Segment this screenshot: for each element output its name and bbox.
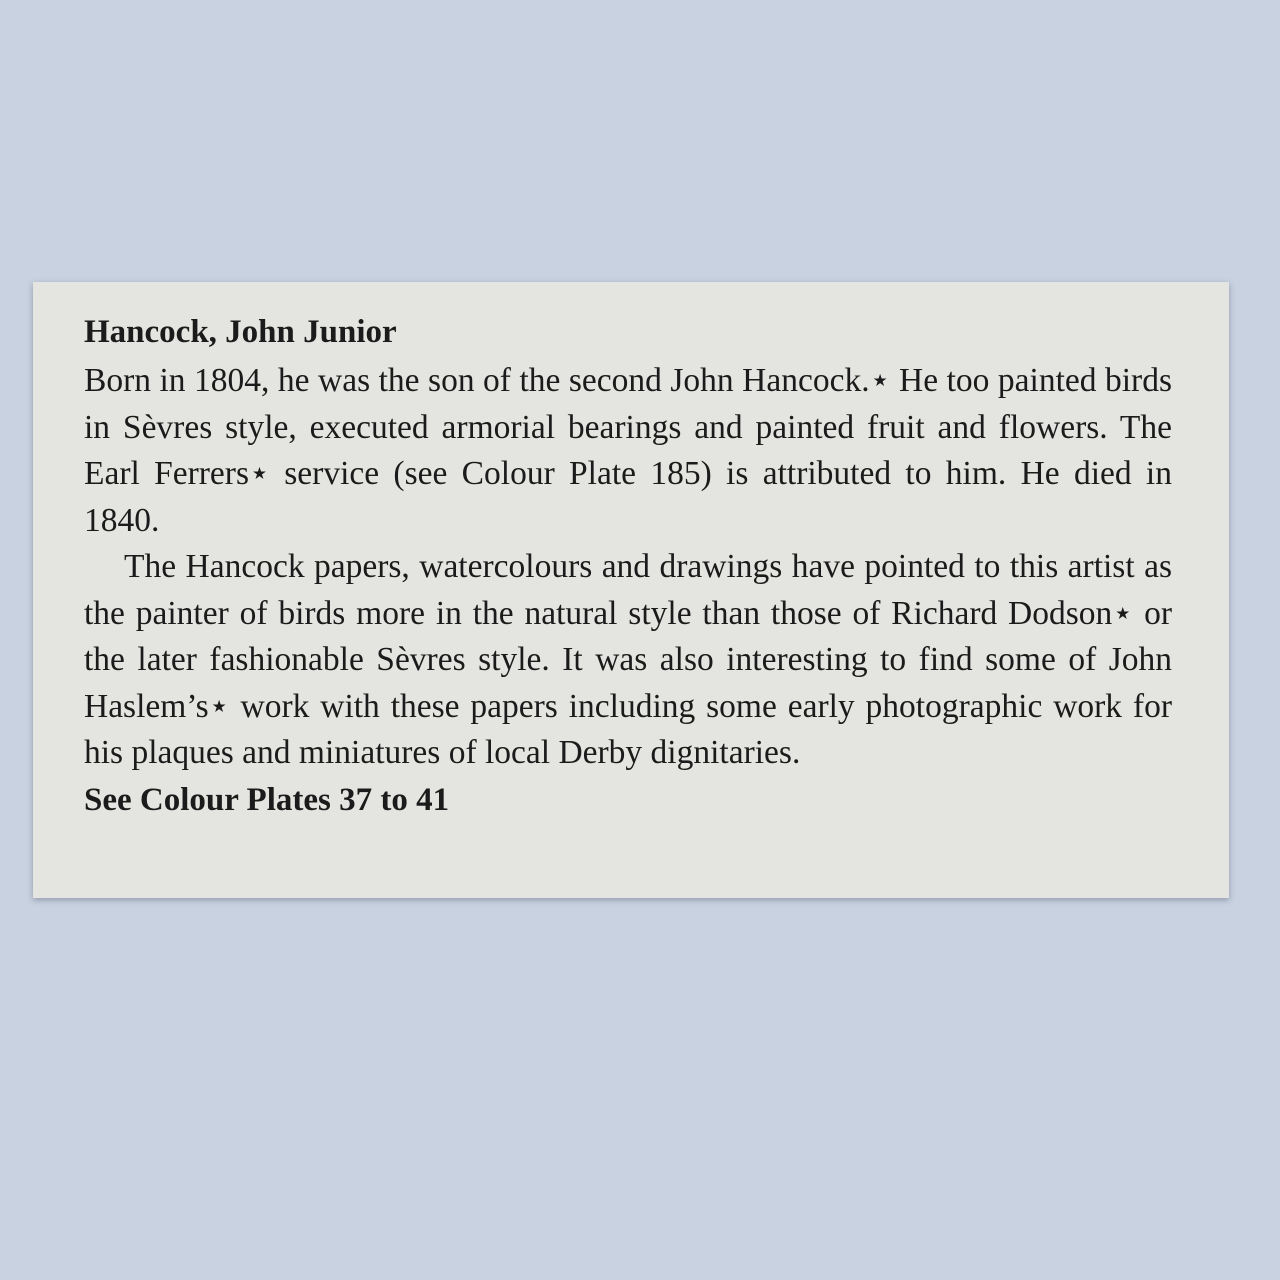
entry-paragraph-2: The Hancock papers, watercolours and drawings have pointed to this artist as the painter of birds more in the natural style than those of Richard Dodson⋆ or the later fashionable Sèvres style. It was also interesting to find some of John Haslem’s⋆ work with these papers including some early photographic work for his plaques and miniatures of local Derby dignitaries. [84,548,1172,771]
entry-paragraph-1: Born in 1804, he was the son of the second John Hancock.⋆ He too painted birds in Sèvres style, executed armorial bearings and painted fruit and flowers. The Earl Ferrers⋆ service (see Colour Plate 185) is attributed to him. He died in 1840. [84,362,1172,539]
book-excerpt [33,282,1229,898]
entry-heading: Hancock, John Junior [84,314,397,350]
dictionary-entry [84,312,1172,823]
see-also-reference: See Colour Plates 37 to 41 [84,781,450,818]
